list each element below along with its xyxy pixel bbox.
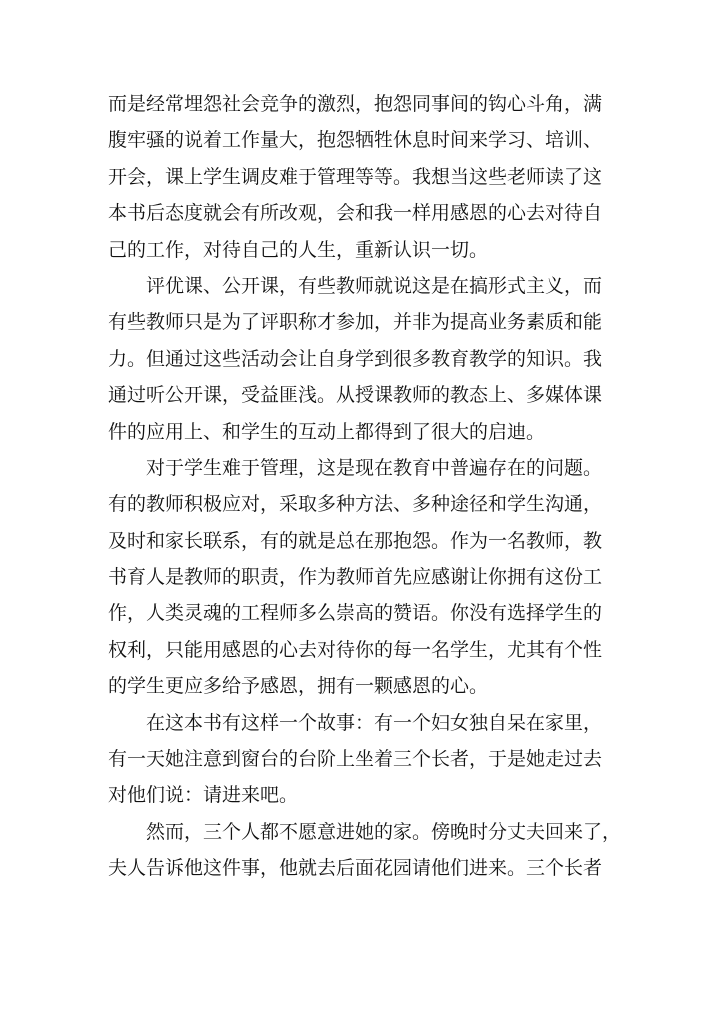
text-line: 有些教师只是为了评职称才参加，并非为提高业务素质和能 — [108, 311, 603, 334]
text-line: 本书后态度就会有所改观，会和我一样用感恩的心去对待自 — [108, 202, 603, 225]
text-line: 通过听公开课，受益匪浅。从授课教师的教态上、多媒体课 — [108, 384, 603, 407]
text-line: 夫人告诉他这件事，他就去后面花园请他们进来。三个长者 — [108, 857, 603, 880]
text-line: 腹牢骚的说着工作量大，抱怨牺牲休息时间来学习、培训、 — [108, 129, 603, 152]
text-line: 书育人是教师的职责，作为教师首先应感谢让你拥有这份工 — [108, 566, 603, 589]
text-line: 对于学生难于管理，这是现在教育中普遍存在的问题。 — [108, 456, 603, 479]
text-line: 开会，课上学生调皮难于管理等等。我想当这些老师读了这 — [108, 165, 603, 188]
text-line: 权利，只能用感恩的心去对待你的每一名学生，尤其有个性 — [108, 638, 603, 661]
text-line: 己的工作，对待自己的人生，重新认识一切。 — [108, 238, 489, 261]
text-line: 对他们说：请进来吧。 — [108, 784, 299, 807]
text-line: 评优课、公开课，有些教师就说这是在搞形式主义，而 — [108, 274, 603, 297]
text-line: 在这本书有这样一个故事：有一个妇女独自呆在家里， — [108, 711, 603, 734]
text-line: 的学生更应多给予感恩，拥有一颗感恩的心。 — [108, 675, 489, 698]
text-line: 然而，三个人都不愿意进她的家。傍晚时分丈夫回来了， — [108, 820, 622, 843]
text-line: 有的教师积极应对，采取多种方法、多种途径和学生沟通， — [108, 493, 603, 516]
text-line: 有一天她注意到窗台的台阶上坐着三个长者，于是她走过去 — [108, 748, 603, 771]
text-line: 力。但通过这些活动会让自身学到很多教育教学的知识。我 — [108, 347, 603, 370]
text-line: 作，人类灵魂的工程师多么崇高的赞语。你没有选择学生的 — [108, 602, 603, 625]
text-line: 而是经常埋怨社会竞争的激烈，抱怨同事间的钩心斗角，满 — [108, 93, 603, 115]
text-line: 件的应用上、和学生的互动上都得到了很大的启迪。 — [108, 420, 546, 443]
document-body — [108, 86, 622, 887]
text-line: 及时和家长联系，有的就是总在那抱怨。作为一名教师，教 — [108, 529, 603, 552]
